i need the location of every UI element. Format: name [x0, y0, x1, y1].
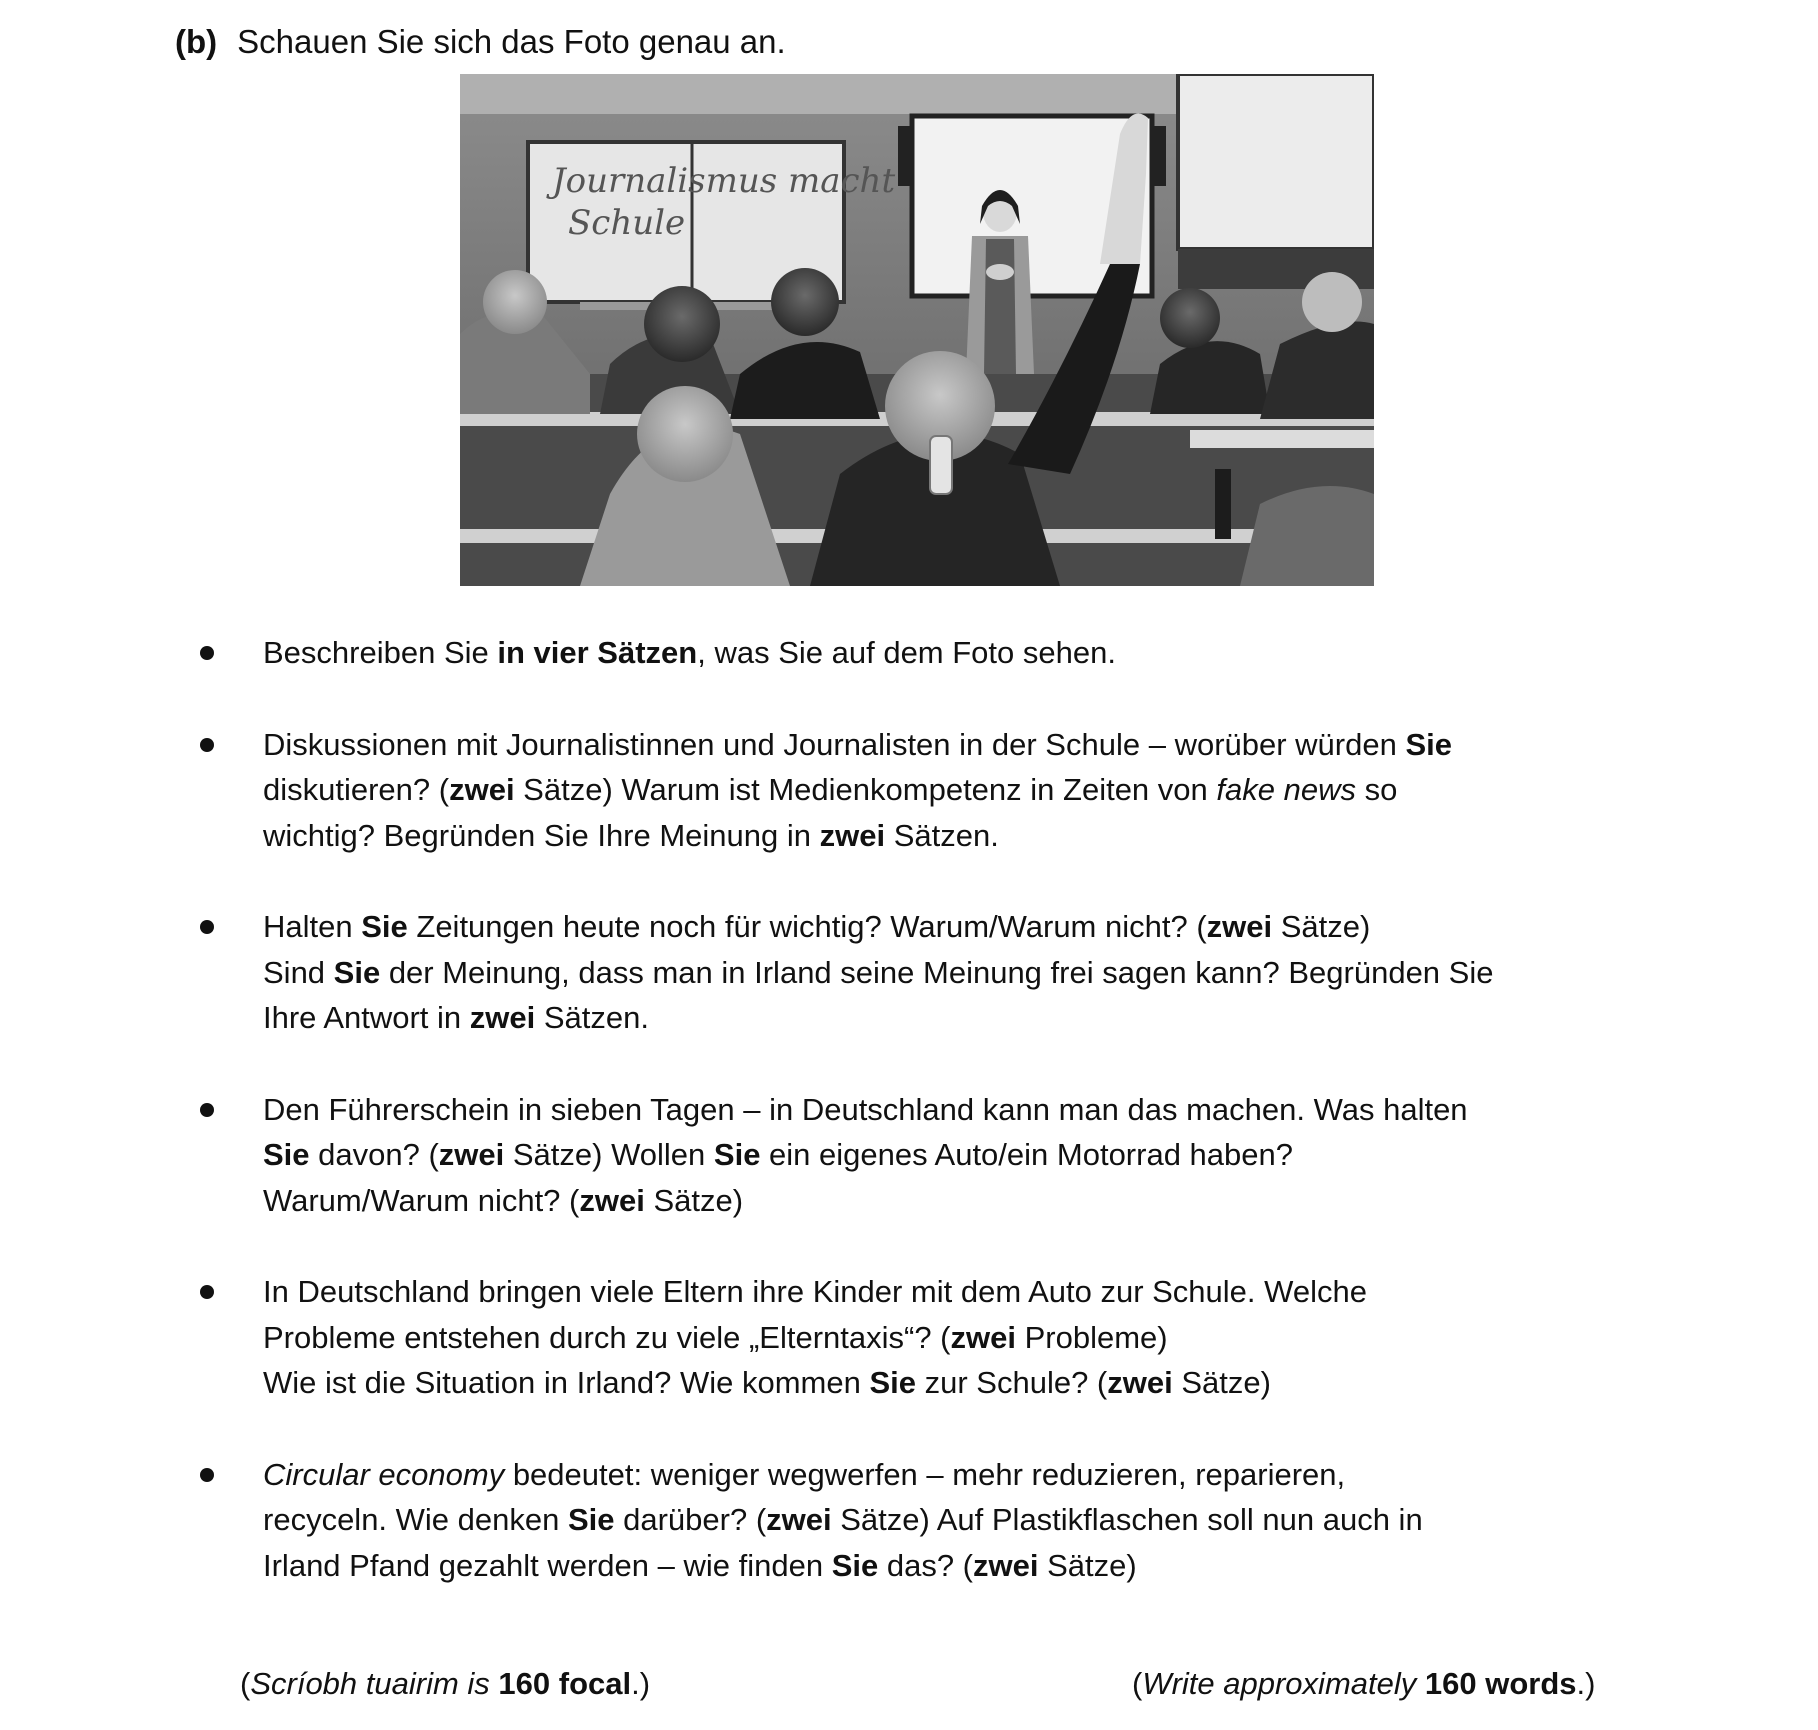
- text-run: (: [1132, 1666, 1143, 1701]
- text-run: zur Schule? (: [916, 1365, 1108, 1400]
- task-bullet-item: [185, 1087, 1605, 1224]
- text-run: Halten: [263, 909, 362, 944]
- text-run: Sätze) Auf Plastikflaschen soll nun auch in: [831, 1502, 1423, 1537]
- word-count-irish: [240, 1662, 650, 1706]
- italic-text: Write approximately: [1142, 1666, 1417, 1701]
- bold-text: 160 focal: [498, 1666, 632, 1701]
- task-bullet-item: [185, 904, 1605, 1041]
- text-run: diskutieren? (: [263, 772, 450, 807]
- bold-text: in vier Sätzen: [497, 635, 698, 670]
- bold-text: 160 words: [1424, 1666, 1577, 1701]
- bullet-line: [263, 904, 1605, 950]
- text-run: [1416, 1666, 1425, 1701]
- text-run: Ihre Antwort in: [263, 1000, 470, 1035]
- bullet-line: [263, 1132, 1605, 1178]
- bold-text: Sie: [831, 1547, 879, 1583]
- bold-text: Sie: [1405, 726, 1452, 762]
- word-count-english: [1132, 1662, 1595, 1706]
- bullet-line: [263, 1360, 1605, 1406]
- bullet-dot-icon: [200, 1285, 214, 1299]
- text-run: Sätze): [1038, 1547, 1137, 1583]
- text-run: Warum/Warum nicht? (: [263, 1182, 580, 1218]
- whiteboard-left: [528, 142, 895, 310]
- bullet-dot-icon: [200, 1103, 214, 1117]
- bold-text: zwei: [469, 1000, 536, 1035]
- text-run: wichtig? Begründen Sie Ihre Meinung in: [263, 817, 820, 853]
- bullet-dot-icon: [200, 1468, 214, 1482]
- question-header: [175, 20, 786, 64]
- bullet-line: [263, 1178, 1605, 1224]
- board-text-2: Schule: [568, 203, 686, 243]
- text-run: Irland Pfand gezahlt werden – wie finden: [263, 1547, 832, 1583]
- bullet-line: [263, 1315, 1605, 1361]
- bold-text: Sie: [263, 1137, 310, 1172]
- bullet-line: [263, 1452, 1605, 1498]
- text-run: .): [631, 1666, 651, 1701]
- text-run: In Deutschland bringen viele Eltern ihre Kinder mit dem Auto zur Schule. Welche: [263, 1274, 1367, 1309]
- text-run: das? (: [878, 1547, 974, 1583]
- task-bullet-item: [185, 722, 1605, 859]
- italic-text: fake news: [1216, 772, 1356, 807]
- text-run: Sätze) Wollen: [504, 1137, 714, 1172]
- bold-text: zwei: [950, 1319, 1016, 1355]
- italic-text: Scríobh tuairim is: [250, 1666, 490, 1701]
- text-run: bedeutet: weniger wegwerfen – mehr reduzieren, reparieren,: [504, 1456, 1346, 1492]
- bold-text: Sie: [567, 1502, 615, 1537]
- bold-text: Sie: [333, 954, 381, 990]
- bold-text: zwei: [973, 1547, 1039, 1583]
- bullet-dot-icon: [200, 738, 214, 752]
- text-run: Sätzen.: [885, 817, 999, 853]
- bold-text: Sie: [869, 1365, 916, 1400]
- bold-text: Sie: [713, 1137, 761, 1172]
- bullet-line: [263, 1497, 1605, 1543]
- question-label: (b): [175, 23, 218, 60]
- task-bullet-item: [185, 1269, 1605, 1406]
- text-run: Diskussionen mit Journalistinnen und Journalisten in der Schule – worüber würden: [263, 726, 1406, 762]
- bullet-line: [263, 1087, 1605, 1133]
- board-text-1: Journalismus macht: [552, 161, 896, 201]
- text-run: Probleme entstehen durch zu viele „Elterntaxis“? (: [263, 1319, 951, 1355]
- bullet-line: [263, 1269, 1605, 1315]
- text-run: Wie ist die Situation in Irland? Wie kommen: [263, 1365, 870, 1400]
- text-run: der Meinung, dass man in Irland seine Meinung frei sagen kann? Begründen Sie: [380, 954, 1494, 990]
- text-run: Den Führerschein in sieben Tagen – in Deutschland kann man das machen. Was halten: [263, 1091, 1468, 1127]
- text-run: Beschreiben Sie: [263, 635, 498, 670]
- whiteboard-right: [1178, 74, 1374, 249]
- bold-text: zwei: [819, 817, 886, 853]
- bold-text: zwei: [449, 772, 515, 807]
- bullet-line: [263, 950, 1605, 996]
- text-run: Probleme): [1015, 1319, 1168, 1355]
- text-run: Sind: [263, 954, 334, 990]
- text-run: (: [240, 1666, 251, 1701]
- bullet-line: [263, 995, 1605, 1041]
- bullet-line: [263, 722, 1605, 768]
- bullet-line: [263, 630, 1605, 676]
- bold-text: zwei: [579, 1182, 645, 1218]
- question-instruction: Schauen Sie sich das Foto genau an.: [237, 23, 786, 60]
- bullet-line: [263, 1543, 1605, 1589]
- italic-text: Circular economy: [263, 1456, 505, 1492]
- bold-text: zwei: [766, 1502, 832, 1537]
- text-run: so: [1355, 772, 1398, 807]
- bullet-line: [263, 813, 1605, 859]
- text-run: darüber? (: [614, 1502, 767, 1537]
- task-bullet-item: [185, 630, 1605, 676]
- text-run: davon? (: [309, 1137, 439, 1172]
- text-run: Sätze) Warum ist Medienkompetenz in Zeiten von: [514, 772, 1217, 807]
- bold-text: zwei: [1206, 909, 1273, 944]
- text-run: , was Sie auf dem Foto sehen.: [697, 635, 1116, 670]
- task-bullet-list: [185, 630, 1605, 1634]
- text-run: ein eigenes Auto/ein Motorrad haben?: [760, 1137, 1293, 1172]
- text-run: Sätze): [1272, 909, 1371, 944]
- text-run: Sätzen.: [535, 1000, 649, 1035]
- text-run: recyceln. Wie denken: [263, 1502, 568, 1537]
- text-run: Zeitungen heute noch für wichtig? Warum/Warum nicht? (: [407, 909, 1207, 944]
- bullet-dot-icon: [200, 920, 214, 934]
- bold-text: zwei: [1107, 1365, 1173, 1400]
- task-bullet-item: [185, 1452, 1605, 1589]
- bold-text: zwei: [438, 1137, 505, 1172]
- classroom-photo: [460, 74, 1374, 586]
- text-run: Sätze): [644, 1182, 744, 1218]
- bullet-dot-icon: [200, 646, 214, 660]
- bold-text: Sie: [361, 909, 408, 944]
- text-run: Sätze): [1172, 1365, 1271, 1400]
- bullet-line: [263, 767, 1605, 813]
- text-run: .): [1576, 1666, 1596, 1701]
